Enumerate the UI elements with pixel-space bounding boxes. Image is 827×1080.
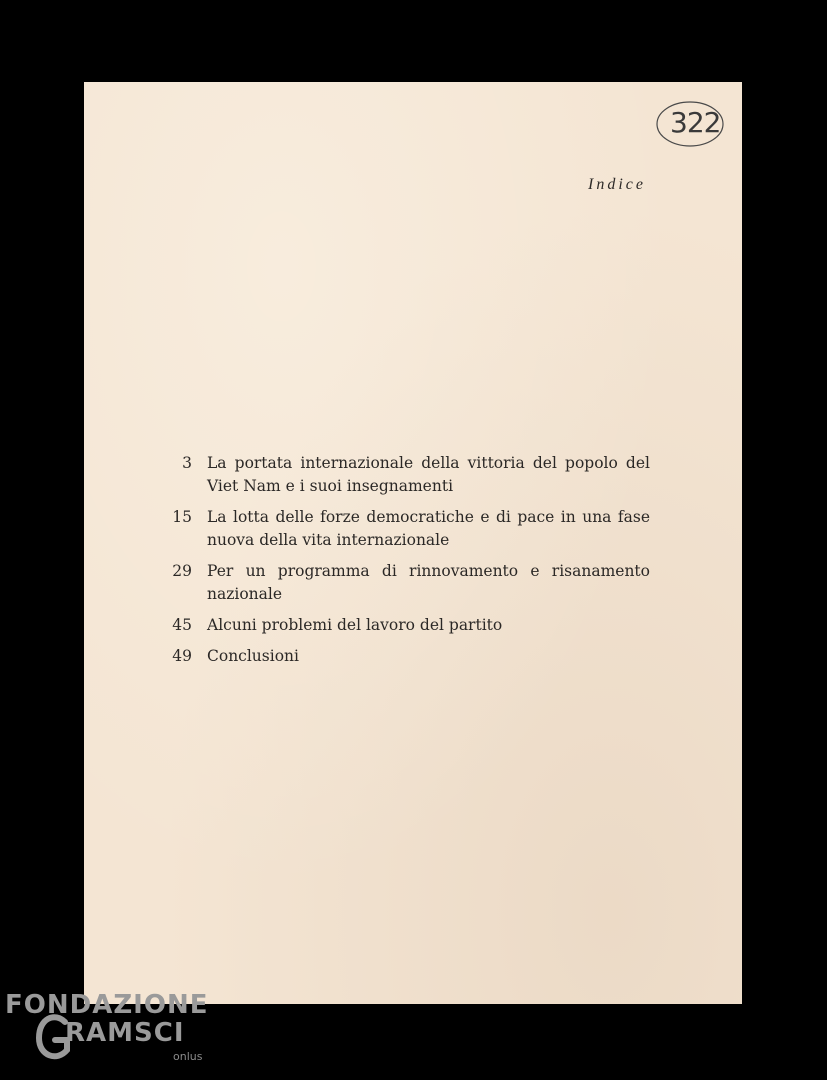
watermark-logo (5, 990, 209, 1075)
toc-page-number: 3 (182, 454, 192, 472)
toc-title: Alcuni problemi del lavoro del partito (207, 616, 503, 634)
toc-entry (160, 452, 650, 498)
toc-entry (160, 614, 650, 637)
logo-text-line3: onlus (173, 1050, 203, 1063)
toc-page-number: 49 (172, 647, 192, 665)
toc-entry (160, 560, 650, 606)
table-of-contents (160, 452, 650, 676)
toc-entry (160, 645, 650, 668)
handwritten-number: 322 (670, 106, 721, 139)
toc-title: La portata internazionale della vittoria del popolo del Viet Nam e i suoi insegnamenti (207, 454, 650, 495)
toc-title: La lotta delle forze democratiche e di pace in una fase nuova della vita internazionale (207, 508, 650, 549)
logo-text-line1: FONDAZIONE (5, 990, 209, 1020)
toc-page-number: 15 (172, 508, 192, 526)
toc-entry (160, 506, 650, 552)
logo-text-line2: RAMSCI (65, 1018, 185, 1048)
toc-title: Per un programma di rinnovamento e risanamento nazionale (207, 562, 650, 603)
toc-page-number: 29 (172, 562, 192, 580)
toc-title: Conclusioni (207, 647, 299, 665)
page-title: Indice (588, 176, 646, 193)
toc-page-number: 45 (172, 616, 192, 634)
